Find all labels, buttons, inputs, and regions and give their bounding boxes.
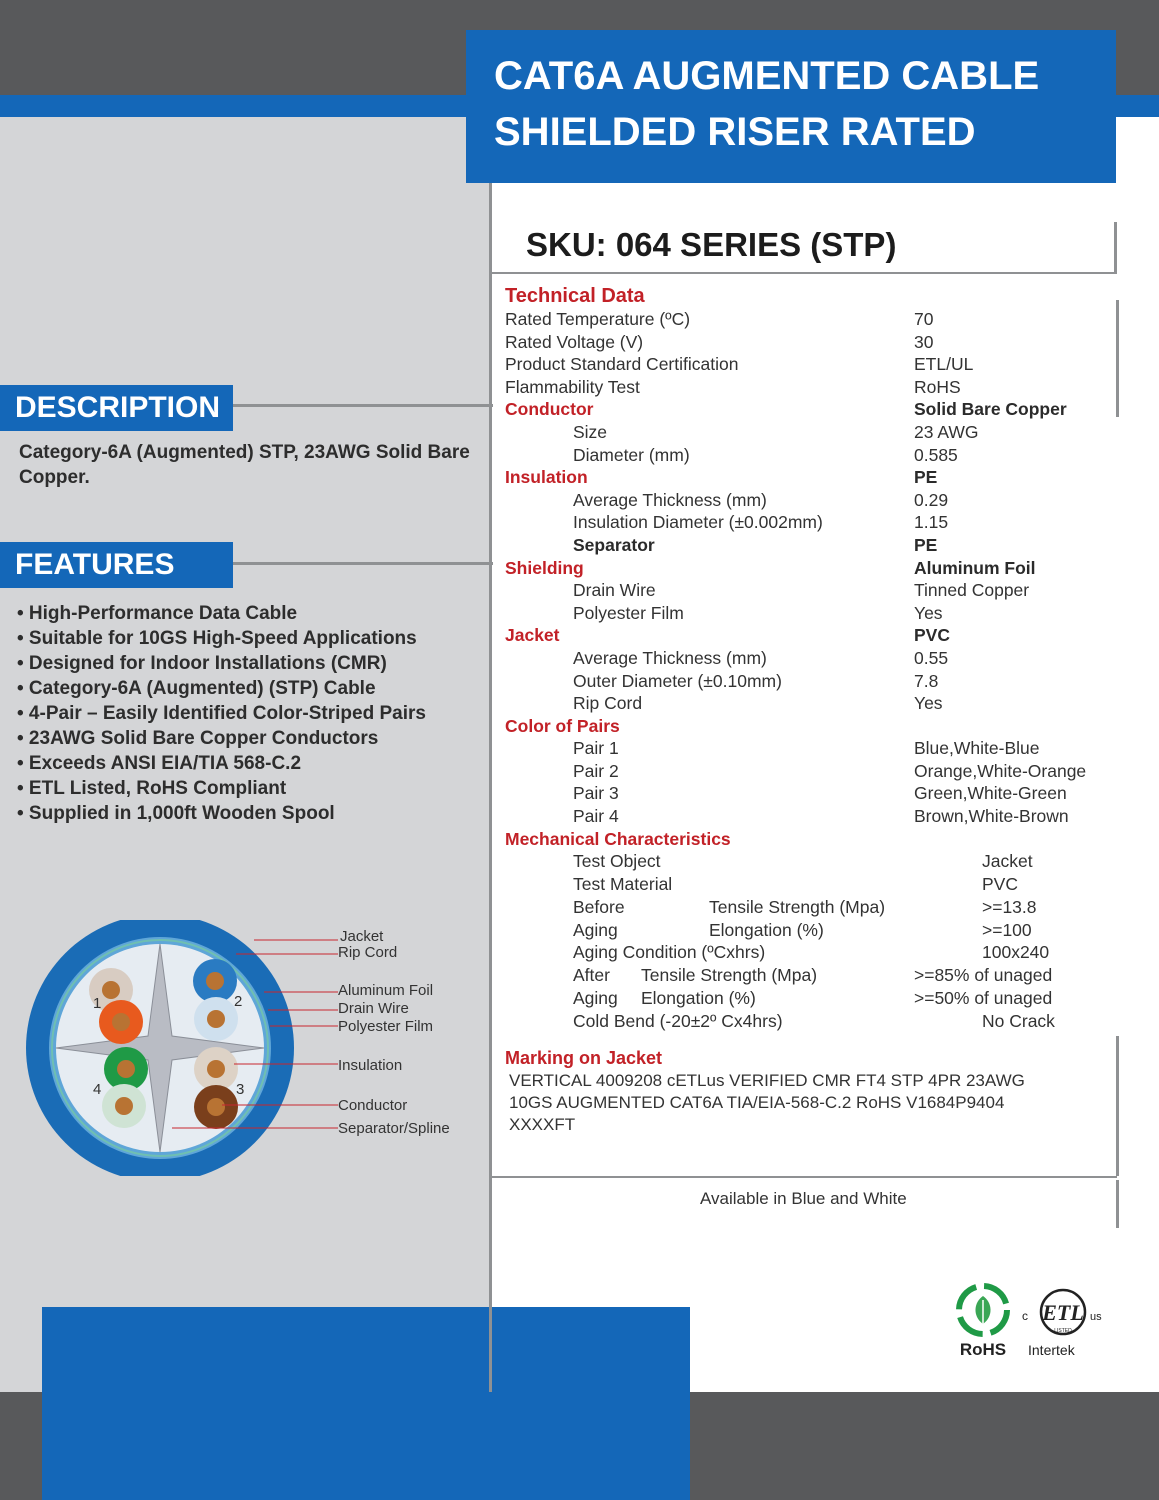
row-label: Rated Temperature (ºC) xyxy=(505,309,691,329)
conductor xyxy=(102,981,120,999)
diagram-label: Insulation xyxy=(338,1057,403,1074)
table-row xyxy=(505,874,1110,897)
divider xyxy=(1116,300,1119,417)
row-value: 70 xyxy=(914,309,934,329)
conductor xyxy=(207,1010,225,1028)
row-value: >=85% of unaged xyxy=(914,965,1053,986)
etl-us: us xyxy=(1090,1311,1102,1323)
row-label: Diameter (mm) xyxy=(573,444,690,465)
table-row xyxy=(505,942,1110,965)
table-row xyxy=(505,897,1110,920)
availability-note: Available in Blue and White xyxy=(700,1189,907,1208)
table-row xyxy=(505,558,1110,581)
technical-data-section xyxy=(505,283,1110,1034)
pair-number-label: 1 xyxy=(93,995,102,1012)
page-title-line2: SHIELDED RISER RATED xyxy=(494,110,976,154)
list-item: • Suitable for 10GS High-Speed Applications xyxy=(17,628,417,649)
row-value: 0.585 xyxy=(914,444,958,465)
row-label: Flammability Test xyxy=(505,376,640,397)
features-list xyxy=(17,601,426,826)
row-value: 7.8 xyxy=(914,670,939,691)
table-row xyxy=(505,829,1110,852)
row-value: >=100 xyxy=(982,919,1032,940)
technical-data-rows xyxy=(505,309,1110,851)
row-value: Tinned Copper xyxy=(914,580,1030,601)
pair-number-label: 2 xyxy=(234,993,243,1010)
row-value: PE xyxy=(914,534,938,555)
row-value: 30 xyxy=(914,331,934,352)
list-item: • Exceeds ANSI EIA/TIA 568-C.2 xyxy=(17,753,302,774)
table-row xyxy=(505,693,1110,716)
row-label: Drain Wire xyxy=(573,580,656,601)
row-label: Insulation Diameter (±0.002mm) xyxy=(573,512,823,533)
description-heading: DESCRIPTION xyxy=(0,385,233,431)
row-value: ETL/UL xyxy=(914,354,974,375)
row-label: Rip Cord xyxy=(573,693,643,714)
divider xyxy=(492,272,1117,274)
divider xyxy=(233,404,493,407)
list-item: • Supplied in 1,000ft Wooden Spool xyxy=(17,803,335,824)
marking-line: XXXXFT xyxy=(509,1115,576,1134)
table-row xyxy=(505,332,1110,355)
marking-section xyxy=(505,1046,1105,1136)
table-row xyxy=(505,309,1110,332)
table-row xyxy=(505,354,1110,377)
row-label: Average Thickness (mm) xyxy=(573,647,767,668)
row-sublabel: Elongation (%) xyxy=(641,988,756,1009)
list-item: • ETL Listed, RoHS Compliant xyxy=(17,778,287,799)
section-label: Jacket xyxy=(505,625,560,646)
page-title-line1: CAT6A AUGMENTED CABLE xyxy=(494,54,1040,98)
table-row xyxy=(505,467,1110,490)
row-label: Separator xyxy=(573,534,655,555)
table-row xyxy=(505,671,1110,694)
divider xyxy=(492,1176,1117,1178)
features-heading: FEATURES xyxy=(0,542,233,588)
row-label: Size xyxy=(573,421,608,442)
conductor xyxy=(115,1097,133,1115)
conductor xyxy=(206,972,224,990)
row-label: Aging xyxy=(573,919,618,940)
row-label: Pair 2 xyxy=(573,760,619,781)
row-value: Yes xyxy=(914,693,943,714)
table-row xyxy=(505,490,1110,513)
row-value: 0.29 xyxy=(914,489,949,510)
row-label: Test Object xyxy=(573,851,661,872)
row-value: 0.55 xyxy=(914,647,949,668)
conductor xyxy=(117,1060,135,1078)
row-label: After xyxy=(573,965,610,986)
table-row xyxy=(505,535,1110,558)
row-value: 100x240 xyxy=(982,942,1050,963)
divider xyxy=(1114,222,1117,274)
list-item: • 4-Pair – Easily Identified Color-Striped Pairs xyxy=(17,703,426,724)
diagram-label: Drain Wire xyxy=(338,1000,409,1017)
rohs-label: RoHS xyxy=(959,1340,1007,1359)
table-row xyxy=(505,648,1110,671)
row-value: >=13.8 xyxy=(982,896,1037,917)
etl-listed-logo xyxy=(1018,1288,1108,1340)
diagram-label: Separator/Spline xyxy=(338,1120,450,1137)
sku-heading: SKU: 064 SERIES (STP) xyxy=(526,226,897,263)
conductor xyxy=(112,1013,130,1031)
table-row xyxy=(505,806,1110,829)
technical-data-title: Technical Data xyxy=(505,285,645,307)
divider-vertical xyxy=(489,182,492,1392)
table-row xyxy=(505,1011,1110,1034)
row-sublabel: Tensile Strength (Mpa) xyxy=(641,965,818,986)
row-value: Orange,White-Orange xyxy=(914,760,1087,781)
row-label: Product Standard Certification xyxy=(505,354,739,375)
row-label: Aging xyxy=(573,988,618,1009)
row-label: Aging Condition (ºCxhrs) xyxy=(573,942,766,963)
row-label: Pair 4 xyxy=(573,806,619,827)
section-label: Shielding xyxy=(505,557,584,578)
row-value: PVC xyxy=(914,625,950,646)
table-row xyxy=(505,988,1110,1011)
row-value: Solid Bare Copper xyxy=(914,399,1067,420)
table-row xyxy=(505,716,1110,739)
table-row xyxy=(505,920,1110,943)
table-row xyxy=(505,445,1110,468)
diagram-label: Polyester Film xyxy=(338,1018,434,1035)
etl-mark: ETL xyxy=(1042,1300,1084,1325)
table-row xyxy=(505,738,1110,761)
list-item: • Category-6A (Augmented) (STP) Cable xyxy=(17,678,376,699)
row-value: >=50% of unaged xyxy=(914,988,1053,1009)
marking-title: Marking on Jacket xyxy=(505,1048,663,1068)
section-label: Conductor xyxy=(505,399,594,420)
divider xyxy=(1116,1036,1119,1176)
description-text: Category-6A (Augmented) STP, 23AWG Solid Bare Copper. xyxy=(19,442,470,488)
table-row xyxy=(505,580,1110,603)
row-sublabel: Tensile Strength (Mpa) xyxy=(709,896,886,917)
diagram-label: Conductor xyxy=(338,1097,408,1114)
row-value: 23 AWG xyxy=(914,421,979,442)
etl-listed: LISTED xyxy=(1054,1328,1072,1334)
row-value: PE xyxy=(914,467,938,488)
pair-number-label: 3 xyxy=(236,1081,245,1098)
list-item: • High-Performance Data Cable xyxy=(17,603,298,624)
row-value: Aluminum Foil xyxy=(914,557,1036,578)
table-row xyxy=(505,399,1110,422)
row-label: Pair 1 xyxy=(573,738,619,759)
diagram-label: Rip Cord xyxy=(338,944,398,961)
row-value: Blue,White-Blue xyxy=(914,738,1040,759)
divider xyxy=(1116,1180,1119,1228)
table-row xyxy=(505,422,1110,445)
table-row xyxy=(505,783,1110,806)
intertek-label: Intertek xyxy=(1028,1342,1075,1358)
row-value: RoHS xyxy=(914,376,961,397)
row-value: PVC xyxy=(982,874,1018,895)
section-label: Color of Pairs xyxy=(505,715,620,736)
cable-cross-section-diagram xyxy=(20,920,490,1176)
section-label: Insulation xyxy=(505,467,588,488)
row-value: Yes xyxy=(914,602,943,623)
table-row xyxy=(505,512,1110,535)
row-label: Pair 3 xyxy=(573,783,619,804)
row-value: Brown,White-Brown xyxy=(914,806,1069,827)
table-row xyxy=(505,761,1110,784)
row-label: Before xyxy=(573,896,625,917)
mechanical-characteristics-rows xyxy=(505,851,1110,1033)
diagram-label: Jacket xyxy=(340,928,384,945)
row-value: 1.15 xyxy=(914,512,949,533)
table-row xyxy=(505,851,1110,874)
title-box xyxy=(466,30,1116,183)
list-item: • 23AWG Solid Bare Copper Conductors xyxy=(17,728,379,749)
conductor xyxy=(207,1060,225,1078)
list-item: • Designed for Indoor Installations (CMR) xyxy=(17,653,387,674)
divider xyxy=(233,562,493,565)
row-label: Rated Voltage (V) xyxy=(505,331,644,352)
diagram-label: Aluminum Foil xyxy=(338,982,434,999)
section-label: Mechanical Characteristics xyxy=(505,828,731,849)
marking-line: VERTICAL 4009208 cETLus VERIFIED CMR FT4 STP 4PR 23AWG xyxy=(509,1071,1025,1090)
row-label: Outer Diameter (±0.10mm) xyxy=(573,670,782,691)
table-row xyxy=(505,965,1110,988)
row-label: Test Material xyxy=(573,874,673,895)
bottom-blue-block xyxy=(42,1307,690,1500)
row-sublabel: Elongation (%) xyxy=(709,919,824,940)
row-label: Average Thickness (mm) xyxy=(573,489,767,510)
table-row xyxy=(505,603,1110,626)
row-value: No Crack xyxy=(982,1010,1055,1031)
marking-line: 10GS AUGMENTED CAT6A TIA/EIA-568-C.2 RoHS V1684P9404 xyxy=(509,1093,1005,1112)
row-label: Cold Bend (-20±2º Cx4hrs) xyxy=(573,1010,783,1031)
conductor xyxy=(207,1098,225,1116)
row-value: Green,White-Green xyxy=(914,783,1067,804)
pair-number-label: 4 xyxy=(93,1081,102,1098)
table-row xyxy=(505,377,1110,400)
table-row xyxy=(505,625,1110,648)
row-value: Jacket xyxy=(982,851,1033,872)
etl-c: c xyxy=(1022,1309,1028,1323)
row-label: Polyester Film xyxy=(573,602,684,623)
